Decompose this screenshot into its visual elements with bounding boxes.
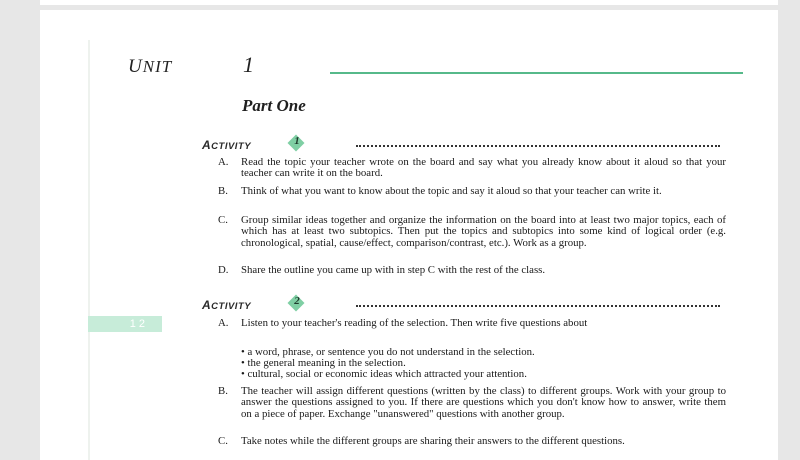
item-letter: D. [218,264,229,276]
activity-badge-icon [286,136,310,152]
unit-rule [330,72,743,74]
item-text: Group similar ideas together and organize the information on the board into at least two major topics, each of which has at least two subtopics. Then put the topics and subtopics into some kind of logical order (e.g. chronological, spatial, cause/effect, comparison/contrast, etc.). Work as a group. [241,214,726,249]
item-text: The teacher will assign different questions (written by the class) to different groups. Work with your group to answer the questions assigned to you. If there are questions which you don't know how to answer, write them on a piece of paper. Exchange "unanswered" questions with another group. [241,385,726,420]
item-text: Read the topic your teacher wrote on the board and say what you already know about it aloud so that your teacher can write it on the board. [241,156,726,180]
item-text: Think of what you want to know about the topic and say it aloud so that your teacher can write it. [241,185,662,197]
activity-1-item-b [218,186,726,197]
unit-number: 1 [243,52,254,77]
activity-1-item-c [218,215,726,249]
page-number-tab [88,316,162,332]
textbook-page [40,10,778,460]
dotted-rule [356,305,720,307]
activity-number: 2 [294,295,300,307]
item-letter: B. [218,385,228,397]
list-item: • a word, phrase, or sentence you do not understand in the selection. [241,346,535,358]
activity-label: ACTIVITY [202,298,252,312]
item-letter: A. [218,156,229,168]
activity-1-item-a [218,157,726,180]
margin-bar [88,40,90,460]
activity-number: 1 [294,135,300,147]
item-text: Share the outline you came up with in step C with the rest of the class. [241,264,546,276]
list-item: • the general meaning in the selection. [241,357,406,369]
unit-label: UNIT [128,56,173,77]
activity-badge-icon [286,296,310,312]
list-item: • cultural, social or economic ideas which attracted your attention. [241,368,527,380]
part-title: Part One [242,96,306,115]
item-letter: A. [218,317,229,329]
previous-page-edge [40,0,778,5]
activity-1-item-d [218,265,726,276]
activity-2-item-b [218,386,726,420]
item-letter: C. [218,435,228,447]
activity-label: ACTIVITY [202,138,252,152]
page-number: 12 [129,318,148,330]
activity-1-header [202,135,732,156]
item-letter: C. [218,214,228,226]
item-letter: B. [218,185,228,197]
activity-2-bullet-list [241,347,721,380]
activity-2-header [202,295,732,316]
item-text: Listen to your teacher's reading of the selection. Then write five questions about [241,317,588,329]
activity-2-item-c [218,436,726,447]
activity-2-item-a [218,318,726,329]
dotted-rule [356,145,720,147]
item-text: Take notes while the different groups are sharing their answers to the different questions. [241,435,625,447]
